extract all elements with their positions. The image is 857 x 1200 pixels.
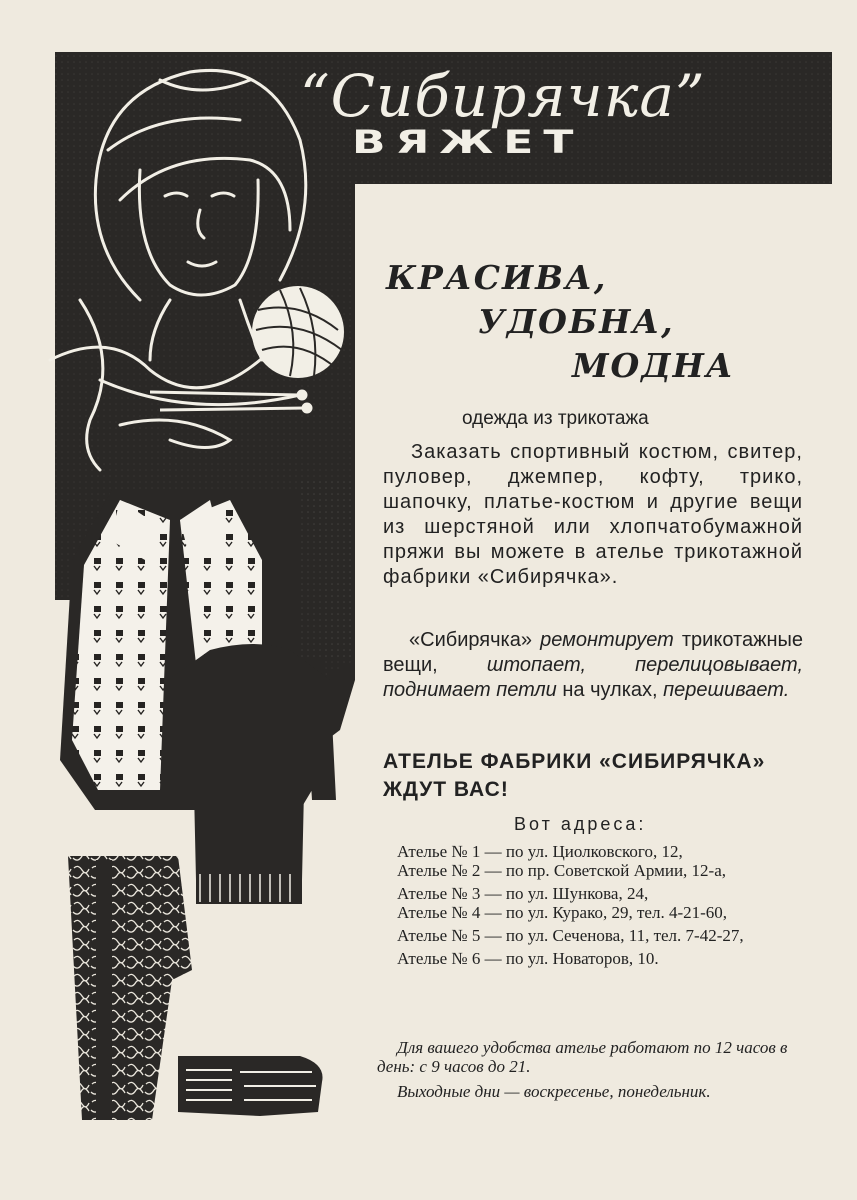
slogan-line-1: КРАСИВА, [386,258,608,297]
hours-note-text: Для вашего удобства ателье работают по 12 часов в день: с 9 часов до 21. [377,1038,788,1076]
trousers-illustration [68,856,192,1120]
brand-script-title: “Сибирячка” [300,62,706,130]
repair-text-b: ремонтирует [540,629,674,651]
address-item: Ателье № 3 — по ул. Шункова, 24, [397,884,649,903]
repair-text-a: «Сибирячка» [409,629,541,651]
days-off-note [377,1082,802,1101]
address-item: Ателье № 5 — по ул. Сеченова, 11, тел. 7-42-27, [397,926,744,945]
subtitle: одежда из трикотажа [462,408,649,429]
address-item: Ателье № 1 — по ул. Циолковского, 12, [397,842,683,861]
address-item: Ателье № 2 — по пр. Советской Армии, 12-а, [397,861,727,880]
paragraph-repair [383,628,803,703]
address-list [377,842,802,968]
repair-text-f: поднимает петли [383,679,557,701]
hours-note [377,1038,802,1076]
address-item: Ателье № 6 — по ул. Новаторов, 10. [397,949,659,968]
knits-title: ВЯЖЕТ [352,124,584,161]
slogan-line-2: УДОБНА, [478,302,675,341]
address-item: Ателье № 4 — по ул. Курако, 29, тел. 4-21-60, [397,903,728,922]
repair-text-g: на чулках, [556,679,664,701]
addresses-title: Вот адреса: [514,814,647,834]
atelier-heading: АТЕЛЬЕ ФАБРИКИ «СИБИРЯЧКА» ЖДУТ ВАС! [383,750,766,801]
paragraph-order [383,440,803,590]
paragraph-order-text: Заказать спортивный костюм, свитер, пуловер, джемпер, кофту, трико, шапочку, платье-костюм и другие вещи из шерстяной или хлопчатобумажной пряжи вы можете в ателье трикотажной фабрики «Сибирячка». [383,441,803,588]
yarn-ball-illustration [252,286,344,378]
slogan-line-3: МОДНА [572,346,735,385]
repair-text-c: трикотажные вещи, [383,629,803,676]
repair-text-d: штопает, перелицовывает, [486,654,803,676]
days-off-text: Выходные дни — воскресенье, понедельник. [397,1082,711,1101]
glove-illustration [178,1056,323,1116]
repair-text-h: перешивает. [663,679,790,701]
